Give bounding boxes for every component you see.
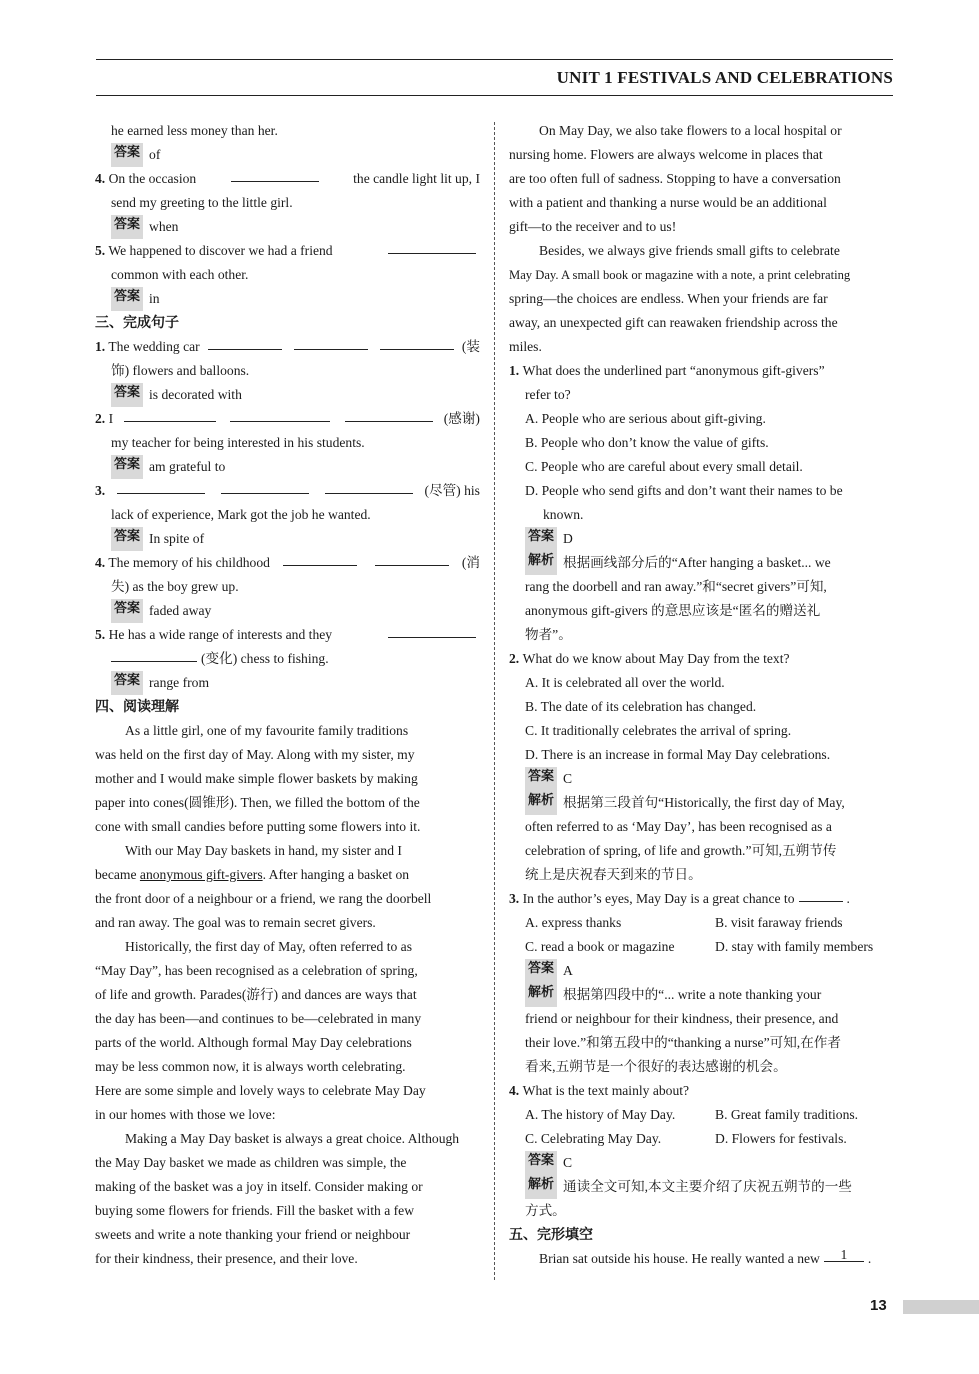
option-a: A. People who are serious about gift-giving. — [525, 411, 766, 426]
question-line: 3. In the author’s eyes, May Day is a great chance to . — [509, 887, 894, 911]
question-text: He has a wide range of interests and they — [108, 627, 333, 642]
analysis-line: 物者”。 — [525, 627, 572, 642]
text-line: On May Day, we also take flowers to a local hospital or — [539, 123, 842, 138]
answer-line — [95, 287, 480, 311]
answer-line — [95, 143, 480, 167]
analysis-tag: 解析 — [525, 983, 557, 1007]
option-row — [509, 1127, 894, 1151]
text-line: he earned less money than her. — [111, 123, 278, 138]
analysis-tag: 解析 — [525, 791, 557, 815]
option-row — [509, 935, 894, 959]
analysis-line: their love.”和第五段中的“thanking a nurse”可知,在作者 — [525, 1035, 841, 1050]
text-line: lack of experience, Mark got the job he wanted. — [111, 507, 371, 522]
sentence-2 — [95, 407, 480, 431]
answer-text: D — [563, 531, 573, 546]
option-c: C. read a book or magazine — [525, 939, 675, 954]
answer-line — [95, 599, 480, 623]
running-head: UNIT 1 FESTIVALS AND CELEBRATIONS — [556, 68, 893, 87]
option-c: C. It traditionally celebrates the arrival of spring. — [525, 723, 792, 738]
sentence-5 — [95, 623, 480, 647]
analysis-tag: 解析 — [525, 1175, 557, 1199]
text-line: 失) as the boy grew up. — [111, 579, 239, 594]
question-text: We happened to discover we had a friend — [108, 243, 333, 258]
answer-tag: 答案 — [525, 959, 557, 983]
question-number: 4. — [95, 555, 106, 570]
question-number: 3. — [509, 891, 520, 906]
answer-text: faded away — [149, 603, 212, 618]
fill-blank — [799, 887, 843, 902]
analysis-line — [509, 1175, 894, 1199]
text-line: for their kindness, their presence, and their love. — [95, 1251, 358, 1266]
text-line: away, an unexpected gift can reawaken friendship across the — [509, 315, 838, 330]
analysis-text: 根据第四段中的“... write a note thanking your — [563, 987, 822, 1002]
text-line: the day has been—and continues to be—celebrated in many — [95, 1011, 422, 1026]
question-number: 1. — [509, 363, 520, 378]
text-line: Historically, the first day of May, often referred to as — [125, 939, 413, 954]
passage-paragraph-2 — [95, 839, 480, 935]
fill-blank — [380, 335, 454, 350]
answer-tag: 答案 — [111, 143, 143, 167]
header-rule-bottom — [96, 95, 893, 96]
sentence-1 — [95, 335, 480, 359]
answer-tag: 答案 — [525, 527, 557, 551]
option-d-continued: known. — [543, 507, 584, 522]
analysis-line: celebration of spring, of life and growth.”可知,五朔节传 — [525, 843, 837, 858]
text-line: my teacher for being interested in his students. — [111, 435, 365, 450]
hint-text: (装 — [461, 339, 480, 354]
passage-paragraph-3 — [95, 935, 480, 1127]
text-span: . After hanging a basket on — [262, 867, 410, 882]
question-line — [509, 359, 894, 383]
text-line: common with each other. — [111, 267, 249, 282]
column-divider — [494, 122, 495, 1280]
analysis-tag: 解析 — [525, 551, 557, 575]
section-heading-3: 三、完成句子 — [95, 315, 179, 331]
passage-paragraph-5 — [509, 119, 894, 239]
analysis-text: 根据画线部分后的“After hanging a basket... we — [563, 555, 831, 570]
answer-line — [95, 455, 480, 479]
hint-text: (感谢) — [443, 411, 480, 426]
option-c: C. People who are careful about every small detail. — [525, 459, 803, 474]
text-span: became — [95, 867, 137, 882]
text-line — [95, 647, 480, 671]
text-line: send my greeting to the little girl. — [111, 195, 293, 210]
answer-text: am grateful to — [149, 459, 226, 474]
fill-blank — [345, 407, 433, 422]
text-line: are too often full of sadness. Stopping to have a conversation — [509, 171, 841, 186]
question-number: 1. — [95, 339, 106, 354]
option-d: D. There is an increase in formal May Day celebrations. — [525, 747, 831, 762]
page-number-bar — [903, 1300, 979, 1314]
text-line: sweets and write a note thanking your friend or neighbour — [95, 1227, 411, 1242]
text-line: mother and I would make simple flower baskets by making — [95, 771, 418, 786]
answer-line — [509, 959, 894, 983]
text-line: and ran away. The goal was to remain secret givers. — [95, 915, 376, 930]
answer-text: when — [149, 219, 179, 234]
text-line: miles. — [509, 339, 542, 354]
answer-line — [509, 1151, 894, 1175]
fill-blank — [208, 335, 282, 350]
analysis-line: friend or neighbour for their kindness, their presence, and — [525, 1011, 839, 1026]
analysis-line: often referred to as ‘May Day’, has been recognised as a — [525, 819, 832, 834]
question-line — [509, 647, 894, 671]
answer-tag: 答案 — [111, 671, 143, 695]
analysis-text: 根据第三段首句“Historically, the first day of May, — [563, 795, 845, 810]
question-text: What do we know about May Day from the text? — [522, 651, 790, 666]
option-b: B. People who don’t know the value of gifts. — [525, 435, 769, 450]
passage-paragraph-4 — [95, 1127, 480, 1271]
fill-blank — [124, 407, 216, 422]
answer-tag: 答案 — [525, 767, 557, 791]
text-line: May Day. A small book or magazine with a note, a print celebrating — [509, 268, 851, 282]
option-d: D. stay with family members — [715, 939, 874, 954]
answer-text: C — [563, 771, 573, 786]
option-a: A. express thanks — [525, 915, 622, 930]
answer-text: of — [149, 147, 161, 162]
underlined-phrase: anonymous gift-givers — [139, 867, 263, 882]
fill-blank — [221, 479, 309, 494]
fill-blank — [388, 623, 476, 638]
option-b: B. visit faraway friends — [715, 915, 843, 930]
answer-line — [95, 527, 480, 551]
question-text: In the author’s eyes, May Day is a great chance to — [522, 891, 795, 906]
answer-line — [509, 767, 894, 791]
analysis-line: 统上是庆祝春天到来的节日。 — [525, 867, 702, 882]
fill-blank — [325, 479, 413, 494]
hint-text: (尽管) his — [424, 483, 480, 498]
text-line: in our homes with those we love: — [95, 1107, 276, 1122]
fill-blank — [375, 551, 449, 566]
answer-line — [509, 527, 894, 551]
text-line: With our May Day baskets in hand, my sister and I — [125, 843, 402, 858]
text-line: cone with small candies before putting some flowers into it. — [95, 819, 421, 834]
fill-blank — [294, 335, 368, 350]
text-line: was held on the first day of May. Along with my sister, my — [95, 747, 415, 762]
header-rule-top — [96, 59, 893, 60]
option-c: C. Celebrating May Day. — [525, 1131, 662, 1146]
option-b: B. Great family traditions. — [715, 1107, 859, 1122]
reading-question-3 — [509, 887, 894, 1079]
text-line: gift—to the receiver and to us! — [509, 219, 677, 234]
answer-tag: 答案 — [111, 215, 143, 239]
text-line: the front door of a neighbour or a friend, we rang the doorbell — [95, 891, 432, 906]
option-row — [509, 911, 894, 935]
text-line — [95, 863, 480, 887]
fill-blank — [283, 551, 357, 566]
question-5 — [95, 239, 480, 263]
text-line: As a little girl, one of my favourite family traditions — [125, 723, 409, 738]
text-line: buying some flowers for friends. Fill the basket with a few — [95, 1203, 415, 1218]
analysis-line — [509, 983, 894, 1007]
question-number: 5. — [95, 243, 106, 258]
answer-tag: 答案 — [111, 455, 143, 479]
analysis-line — [509, 551, 894, 575]
analysis-line: anonymous gift-givers 的意思应该是“匿名的赠送礼 — [525, 603, 821, 618]
fill-blank — [388, 239, 476, 254]
question-number: 3. — [95, 483, 106, 498]
text-line: may be less common now, it is always worth celebrating. — [95, 1059, 406, 1074]
question-text: What does the underlined part “anonymous gift-givers” — [522, 363, 825, 378]
text-line: the May Day basket we made as children was simple, the — [95, 1155, 407, 1170]
question-number: 2. — [95, 411, 106, 426]
answer-tag: 答案 — [111, 599, 143, 623]
hint-text: (消 — [461, 555, 480, 570]
reading-question-2 — [509, 647, 894, 887]
answer-tag: 答案 — [111, 287, 143, 311]
text-line: spring—the choices are endless. When your friends are far — [509, 291, 828, 306]
page-number: 13 — [870, 1297, 887, 1314]
analysis-line: 看来,五朔节是一个很好的表达感谢的机会。 — [525, 1059, 787, 1074]
passage-paragraph-6 — [509, 239, 894, 359]
sentence-3 — [95, 479, 480, 503]
text-line: with a patient and thanking a nurse would be an additional — [509, 195, 827, 210]
question-line: refer to? — [525, 387, 571, 402]
text-line: paper into cones(圆锥形). Then, we filled the bottom of the — [95, 795, 420, 810]
answer-text: In spite of — [149, 531, 205, 546]
answer-tag: 答案 — [111, 383, 143, 407]
option-row — [509, 1103, 894, 1127]
answer-line — [95, 383, 480, 407]
analysis-line — [509, 791, 894, 815]
answer-text: C — [563, 1155, 573, 1170]
answer-line — [95, 215, 480, 239]
cloze-blank: 1 — [824, 1247, 864, 1262]
cloze-first-line: Brian sat outside his house. He really wanted a new 1 . — [509, 1247, 894, 1271]
answer-text: A — [563, 963, 573, 978]
answer-text: is decorated with — [149, 387, 242, 402]
option-d: D. Flowers for festivals. — [715, 1131, 847, 1146]
question-4 — [95, 167, 480, 191]
question-number: 4. — [95, 171, 106, 186]
question-text: (变化) chess to fishing. — [201, 651, 329, 666]
option-b: B. The date of its celebration has changed. — [525, 699, 757, 714]
answer-text: in — [149, 291, 160, 306]
question-text: the candle light lit up, I — [353, 171, 480, 186]
question-text: The memory of his childhood — [108, 555, 270, 570]
text-line: Making a May Day basket is always a great choice. Although — [125, 1131, 460, 1146]
question-text: I — [108, 411, 114, 426]
passage-paragraph-1 — [95, 719, 480, 839]
question-number: 5. — [95, 627, 106, 642]
left-column — [95, 119, 480, 1271]
answer-tag: 答案 — [525, 1151, 557, 1175]
section-heading-5: 五、完形填空 — [509, 1227, 593, 1243]
sentence-4 — [95, 551, 480, 575]
text-line: parts of the world. Although formal May Day celebrations — [95, 1035, 412, 1050]
fill-blank — [231, 167, 319, 182]
answer-text: range from — [149, 675, 210, 690]
text-line: 饰) flowers and balloons. — [111, 363, 250, 378]
option-a: A. It is celebrated all over the world. — [525, 675, 725, 690]
right-column — [509, 119, 894, 1271]
text-line: making of the basket was a joy in itself. Consider making or — [95, 1179, 423, 1194]
text-line: “May Day”, has been recognised as a celebration of spring, — [95, 963, 418, 978]
answer-line — [95, 671, 480, 695]
question-line — [509, 1079, 894, 1103]
option-d: D. People who send gifts and don’t want their names to be — [525, 483, 843, 498]
question-text: On the occasion — [108, 171, 197, 186]
text-line: Besides, we always give friends small gifts to celebrate — [539, 243, 840, 258]
text-line: Here are some simple and lovely ways to celebrate May Day — [95, 1083, 426, 1098]
answer-tag: 答案 — [111, 527, 143, 551]
question-number: 4. — [509, 1083, 520, 1098]
fill-blank — [117, 479, 205, 494]
fill-blank — [230, 407, 330, 422]
question-number: 2. — [509, 651, 520, 666]
analysis-line: 方式。 — [525, 1203, 566, 1218]
reading-question-4 — [509, 1079, 894, 1223]
text-line: of life and growth. Parades(游行) and dances are ways that — [95, 987, 417, 1002]
section-heading-4: 四、阅读理解 — [95, 699, 179, 715]
question-text: The wedding car — [108, 339, 200, 354]
cloze-text: Brian sat outside his house. He really wanted a new — [539, 1251, 820, 1266]
option-a: A. The history of May Day. — [525, 1107, 676, 1122]
analysis-text: 通读全文可知,本文主要介绍了庆祝五朔节的一些 — [563, 1179, 852, 1194]
text-line: nursing home. Flowers are always welcome in places that — [509, 147, 823, 162]
analysis-line: rang the doorbell and ran away.”和“secret givers”可知, — [525, 579, 827, 594]
question-text: What is the text mainly about? — [522, 1083, 690, 1098]
fill-blank — [111, 647, 197, 662]
reading-question-1 — [509, 359, 894, 647]
